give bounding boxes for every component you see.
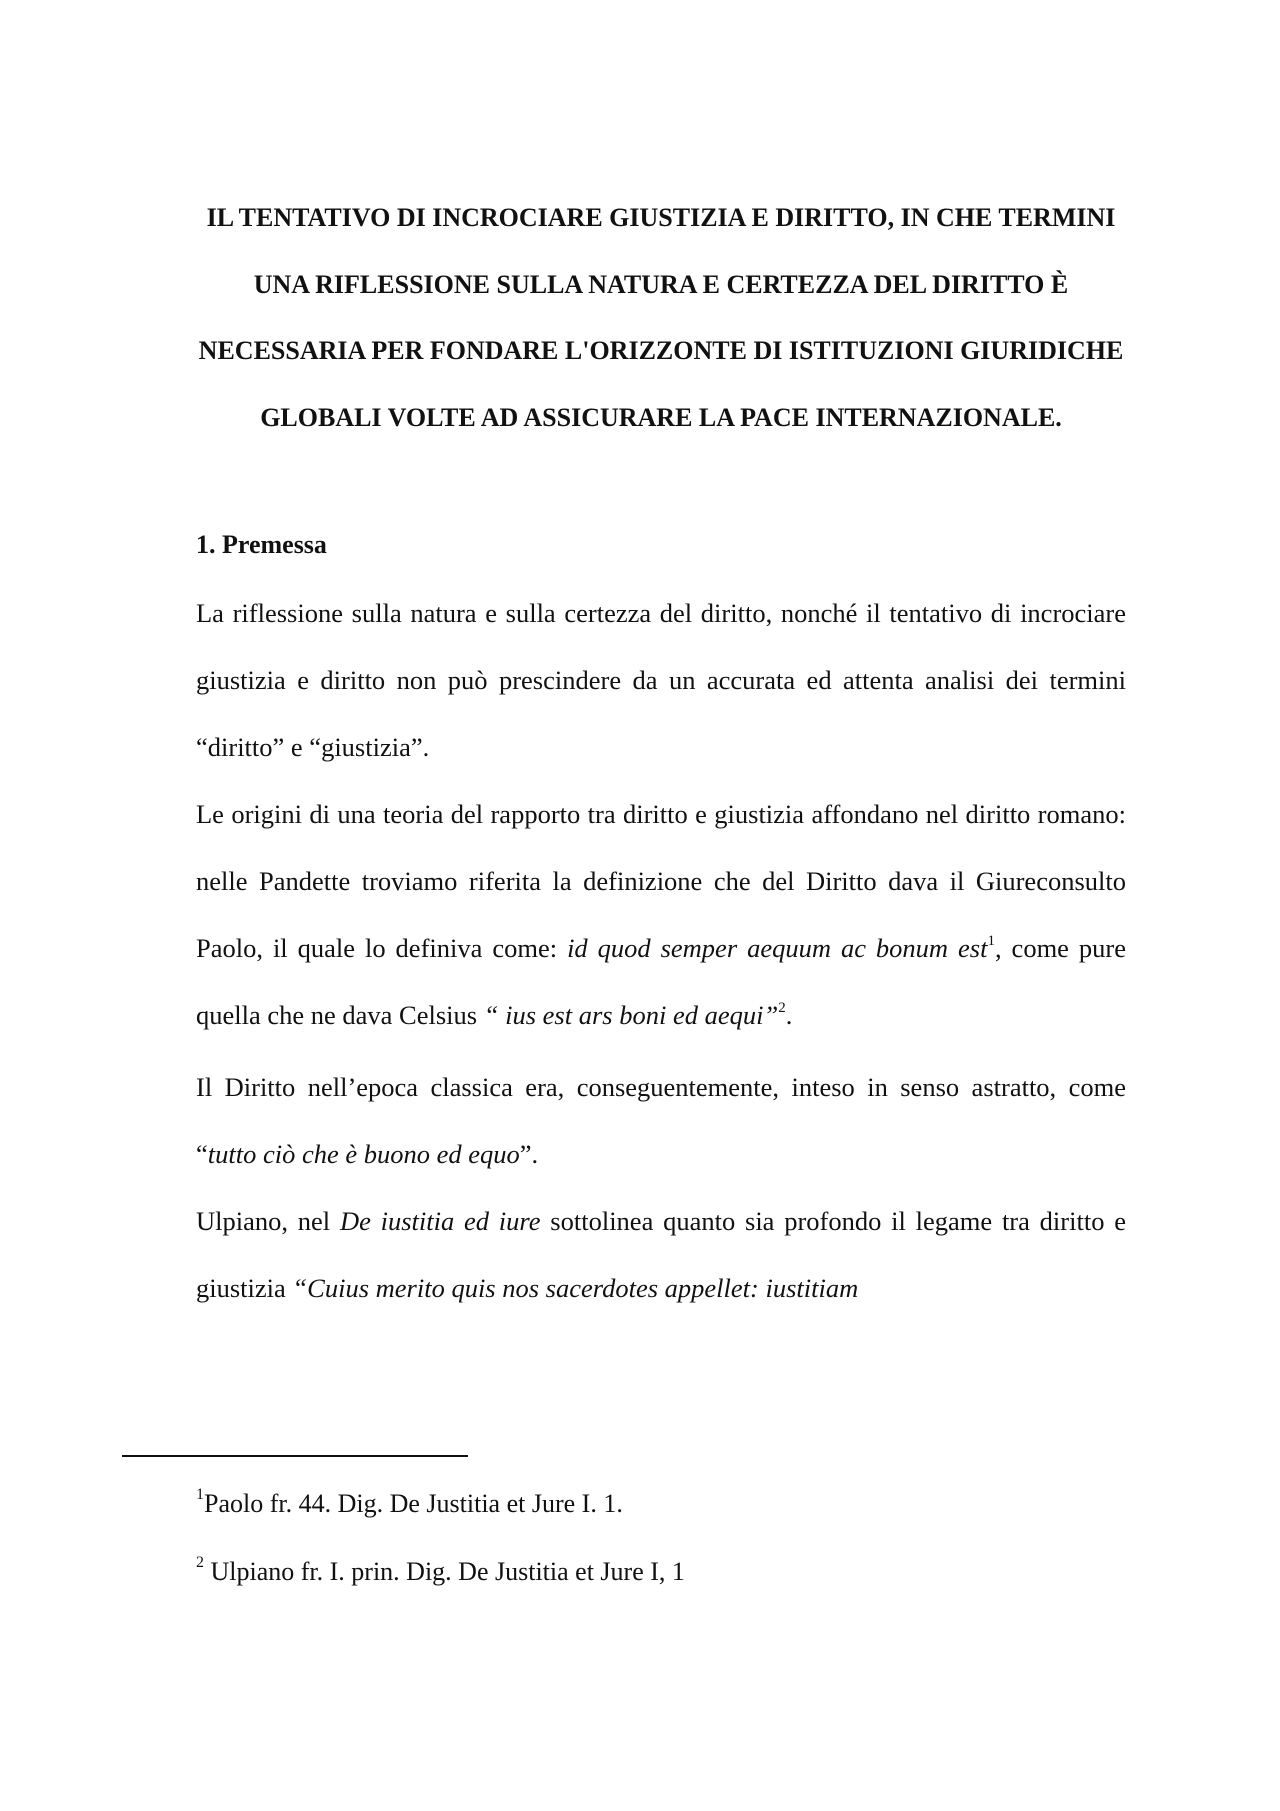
footnote-1 bbox=[196, 1470, 1126, 1538]
footnote-2 bbox=[196, 1538, 1126, 1606]
paragraph-2-latin-quote-2: “ ius est ars boni ed aequi” bbox=[483, 1000, 779, 1030]
footnotes bbox=[196, 1470, 1126, 1606]
document-body bbox=[196, 580, 1126, 1322]
footnote-2-mark: 2 bbox=[196, 1554, 204, 1572]
footnote-1-text: Paolo fr. 44. Dig. De Justitia et Jure I. 1. bbox=[204, 1489, 623, 1518]
section-heading: 1. Premessa bbox=[196, 530, 327, 559]
paragraph-2-text-b: , come pure quella che ne dava Celsius bbox=[196, 933, 1126, 1030]
paragraph-2-latin-quote-1: id quod semper aequum ac bonum est bbox=[567, 933, 988, 963]
paragraph-2 bbox=[196, 781, 1126, 1049]
paragraph-1-text: La riflessione sulla natura e sulla certezza del diritto, nonché il tentativo di incrociare giustizia e diritto non può prescindere da un accurata ed attenta analisi dei termini “diritto” e “giustizia”. bbox=[196, 598, 1126, 762]
paragraph-3-text-a: Il Diritto nell’epoca classica era, conseguentemente, inteso in senso astratto, come “ bbox=[196, 1072, 1126, 1169]
footnote-separator bbox=[122, 1455, 468, 1457]
document-title: IL TENTATIVO DI INCROCIARE GIUSTIZIA E DIRITTO, IN CHE TERMINI UNA RIFLESSIONE SULLA NATURA E CERTEZZA DEL DIRITTO È NECESSARIA PER FONDARE L'ORIZZONTE DI ISTITUZIONI GIURIDICHE GLOBALI VOLTE AD ASSICURARE LA PACE INTERNAZIONALE. bbox=[198, 203, 1124, 432]
paragraph-3-italic: tutto ciò che è buono ed equo bbox=[207, 1139, 520, 1169]
paragraph-2-text-a: Le origini di una teoria del rapporto tra diritto e giustizia affondano nel diritto romano: nelle Pandette troviamo riferita la definizione che del Diritto dava il Giureconsulto Paolo, il quale lo definiva come: bbox=[196, 799, 1126, 963]
paragraph-1 bbox=[196, 580, 1126, 781]
paragraph-4 bbox=[196, 1188, 1126, 1322]
footnote-ref-1[interactable]: 1 bbox=[987, 933, 995, 950]
paragraph-3 bbox=[196, 1054, 1126, 1188]
footnote-1-mark: 1 bbox=[196, 1486, 204, 1504]
paragraph-2-text-c: . bbox=[785, 1000, 793, 1030]
paragraph-3-text-b: ”. bbox=[519, 1139, 539, 1169]
paragraph-4-text-a: Ulpiano, nel bbox=[196, 1206, 340, 1236]
paragraph-4-text-b: sottolinea quanto sia profondo il legame tra diritto e giustizia bbox=[196, 1206, 1126, 1303]
paragraph-4-work-title: De iustitia ed iure bbox=[339, 1206, 541, 1236]
footnote-2-text: Ulpiano fr. I. prin. Dig. De Justitia et Jure I, 1 bbox=[204, 1557, 685, 1586]
footnote-ref-2[interactable]: 2 bbox=[778, 1000, 786, 1017]
paragraph-4-latin-quote: “Cuius merito quis nos sacerdotes appellet: iustitiam bbox=[292, 1273, 859, 1303]
